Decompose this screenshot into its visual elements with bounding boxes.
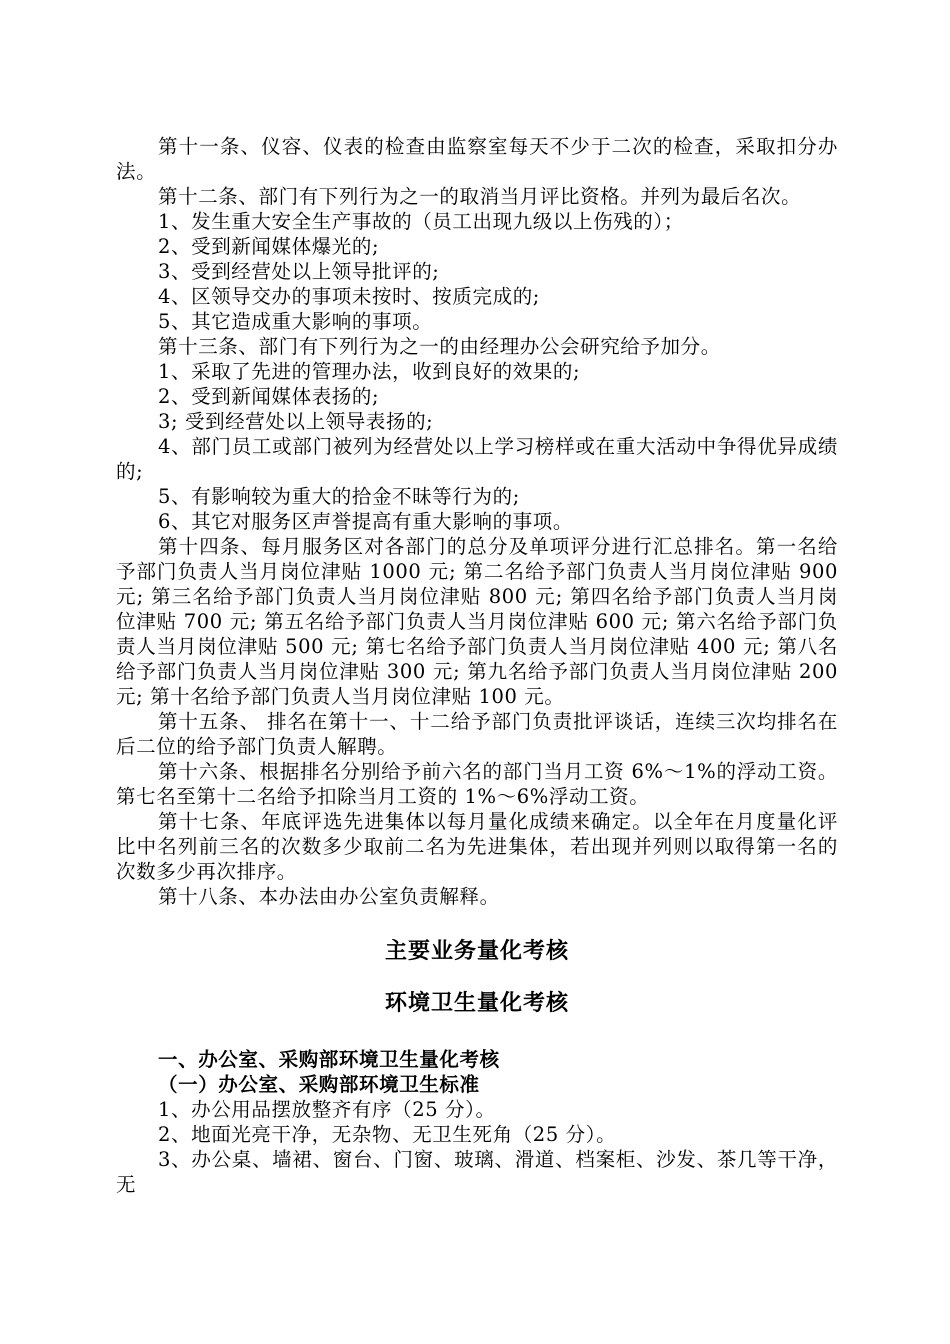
list-item: 1、办公用品摆放整齐有序（25 分）。 <box>158 1098 496 1121</box>
paragraph-article-15: 第十五条、 排名在第十一、十二给予部门负责批评谈话，连续三次均排名在后二位的给予部门负责人解聘。 <box>116 710 838 758</box>
list-item: 1、采取了先进的管理办法，收到良好的效果的; <box>158 360 581 383</box>
list-item: 3、受到经营处以上领导批评的; <box>158 260 440 283</box>
paragraph-article-17: 第十七条、年底评选先进集体以每月量化成绩来确定。以全年在月度量化评比中名列前三名的次数多少取前二名为先进集体，若出现并列则以取得第一名的次数多少再次排序。 <box>116 810 838 883</box>
paragraph-article-16: 第十六条、根据排名分别给予前六名的部门当月工资 6%～1%的浮动工资。第七名至第十二名给予扣除当月工资的 1%～6%浮动工资。 <box>116 760 838 808</box>
list-item: 5、有影响较为重大的拾金不昧等行为的; <box>158 485 520 508</box>
list-item: 3; 受到经营处以上领导表扬的; <box>158 410 434 433</box>
list-item: 4、区领导交办的事项未按时、按质完成的; <box>158 285 540 308</box>
list-item: 2、受到新闻媒体表扬的; <box>158 385 380 408</box>
list-item: 2、受到新闻媒体爆光的; <box>158 235 380 258</box>
list-item: 1、发生重大安全生产事故的（员工出现九级以上伤残的）； <box>158 210 684 233</box>
list-item: 6、其它对服务区声誉提高有重大影响的事项。 <box>158 510 574 533</box>
paragraph-article-14: 第十四条、每月服务区对各部门的总分及单项评分进行汇总排名。第一名给予部门负责人当月岗位津贴 1000 元; 第二名给予部门负责人当月岗位津贴 900 元; 第三名给予部门负责人当月岗位津贴 800 元; 第四名给予部门负责人当月岗位津贴 700 元; 第五名给予部门负责人当月岗位津贴 600 元; 第六名给予部门负责人当月岗位津贴 500 元; 第七名给予部门负责人当月岗位津贴 400 元; 第八名给予部门负责人当月岗位津贴 300 元; 第九名给予部门负责人当月岗位津贴 200 元; 第十名给予部门负责人当月岗位津贴 100 元。 <box>116 535 838 708</box>
paragraph-article-18: 第十八条、本办法由办公室负责解释。 <box>158 885 500 908</box>
subsection-title: （一）办公室、采购部环境卫生标准 <box>158 1073 480 1096</box>
heading-main: 主要业务量化考核 <box>384 939 569 964</box>
section-title: 一、办公室、采购部环境卫生量化考核 <box>158 1048 500 1071</box>
paragraph-article-11: 第十一条、仪容、仪表的检查由监察室每天不少于二次的检查，采取扣分办法。 <box>116 135 838 183</box>
list-item: 5、其它造成重大影响的事项。 <box>158 310 433 333</box>
list-item: 2、地面光亮干净，无杂物、无卫生死角（25 分）。 <box>158 1123 617 1146</box>
spacer <box>116 1019 838 1047</box>
heading-sub: 环境卫生量化考核 <box>384 991 569 1016</box>
spacer <box>116 909 838 937</box>
paragraph-article-12: 第十二条、部门有下列行为之一的取消当月评比资格。并列为最后名次。 <box>158 185 802 208</box>
list-item: 3、办公桌、墙裙、窗台、门窗、玻璃、滑道、档案柜、沙发、茶几等干净，无 <box>116 1148 838 1196</box>
paragraph-article-13: 第十三条、部门有下列行为之一的由经理办公会研究给予加分。 <box>158 335 721 358</box>
list-item: 4、部门员工或部门被列为经营处以上学习榜样或在重大活动中争得优异成绩的; <box>116 435 838 483</box>
